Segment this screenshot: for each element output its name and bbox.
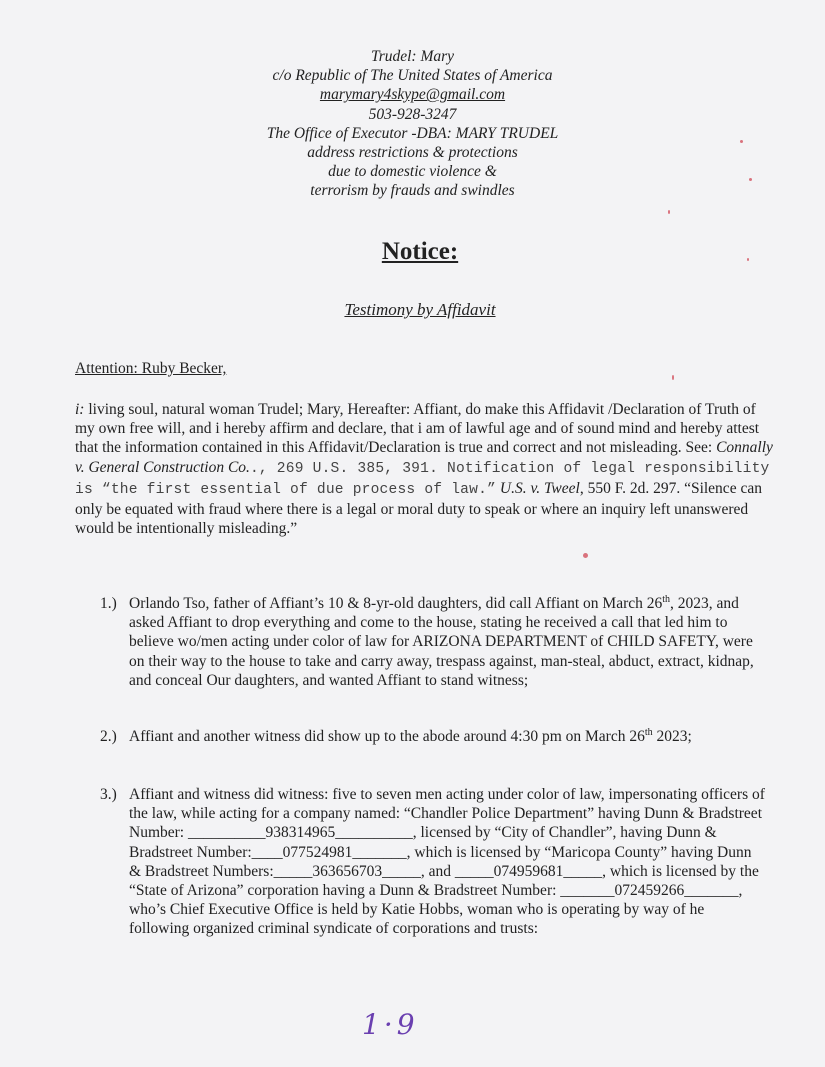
scan-speck [672,375,674,380]
notice-title: Notice: [381,238,459,265]
sender-office: The Office of Executor -DBA: MARY TRUDEL [266,124,559,142]
sender-name: Trudel: Mary [370,48,455,65]
handwritten-page-number: 1·9 [362,1008,419,1041]
sender-note-1: address restrictions & protections [307,144,518,162]
intro-text-2: , 550 F. 2d. 297. “Silence can only be equated with fraud where there is a legal or moral duty to speak or where an inquiry left unanswered would be intentionally misleading.” [75,479,762,538]
case-citation-connally: Connally v. General Construction Co. [75,439,773,476]
intro-i-label: i: [75,401,85,418]
list-item [100,594,765,690]
scan-speck [668,210,670,214]
sender-phone: 503-928-3247 [368,105,457,123]
scan-speck [749,178,752,181]
list-item-text: Affiant and another witness did show up to the abode around 4:30 pm on March 26th 2023; [129,726,692,745]
case-citation-tweel: U.S. v. Tweel [496,479,580,497]
intro-paragraph [75,400,775,538]
list-item-number: 2.) [100,728,117,745]
sender-republic: c/o Republic of The United States of America [272,67,553,85]
list-item-number: 3.) [100,786,117,803]
list-item [100,785,765,939]
attention-line: Attention: Ruby Becker, [75,360,227,377]
list-item-text: Affiant and witness did witness: five to seven men acting under color of law, impersonating officers of the law, while acting for a company named: “Chandler Police Department” having Dunn & Bradstreet Number: __________938314965__________, licensed by “City of Chandler”, having Dunn & Bradstreet Number:____077524981_______, which is licensed by “Maricopa County” having Dunn & Bradstreet Numbers:_____363656703_____, and _____074959681_____, which is licensed by the “State of Arizona” corporation having a Dunn & Bradstreet Number: _______072459266_______, who’s Chief Executive Office is held by Katie Hobbs, woman who is operating by way of he following organized criminal syndicate of corporations and trusts: [129,786,765,938]
scan-speck [747,258,749,261]
intro-text-1: living soul, natural woman Trudel; Mary, Hereafter: Affiant, do make this Affidavit /Declaration of Truth of my own free will, and i hereby affirm and declare, that i am of lawful age and of sound mind and hereby attest that the information contained in this Affidavit/Declaration is true and correct and not misleading. See: [75,401,760,457]
list-item-number: 1.) [100,595,117,612]
list-item-text: Orlando Tso, father of Affiant’s 10 & 8-yr-old daughters, did call Affiant on March 26th, 2023, and asked Affiant to drop everything and come to the house, stating he received a call that led him to believe wo/men acting under color of law for ARIZONA DEPARTMENT of CHILD SAFETY, were on their way to the house to take and carry away, trespass against, man-steal, abduct, extract, kidnap, and conceal Our daughters, and wanted Affiant to stand witness; [129,593,754,689]
sender-email: marymary4skype@gmail.com [319,86,506,104]
sender-header [0,47,825,201]
sender-note-2: due to domestic violence & [328,163,497,181]
scan-speck [583,553,588,558]
citation-mono-text: ., 269 U.S. 385, 391. Notification of legal responsibility is “the first essential of due process of law.” [75,460,770,498]
sender-note-3: terrorism by frauds and swindles [310,182,515,200]
scan-speck [740,140,743,143]
list-item [100,727,765,746]
notice-subtitle: Testimony by Affidavit [344,300,496,319]
